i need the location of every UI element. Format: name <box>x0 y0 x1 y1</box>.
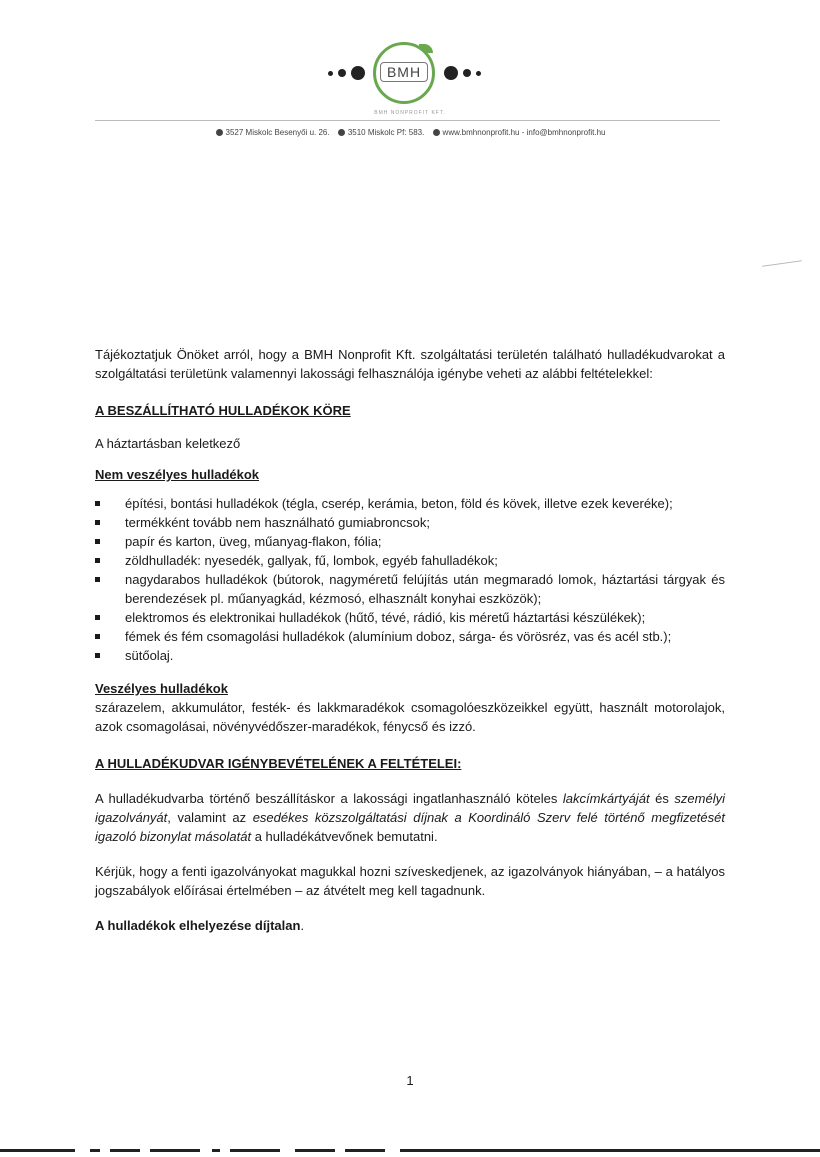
footer-mark <box>0 1149 75 1152</box>
list-item: termékként tovább nem használható gumiabroncsok; <box>95 513 725 532</box>
section-heading-waste-types: A BESZÁLLÍTHATÓ HULLADÉKOK KÖRE <box>95 403 351 418</box>
logo-dot <box>476 71 481 76</box>
contact-separator: - <box>521 128 525 137</box>
household-text: A háztartásban keletkező <box>95 436 241 451</box>
bullet-icon <box>95 520 100 525</box>
request-paragraph: Kérjük, hogy a fenti igazolványokat magukkal hozni szíveskedjenek, az igazolványok hiányában, – a hatályos jogszabályok előírásai értelmében – az átvételt meg kell tagadnunk. <box>95 864 725 898</box>
logo-dot <box>338 69 346 77</box>
list-item: fémek és fém csomagolási hulladékok (alumínium doboz, sárga- és vörösréz, vas és acél stb.); <box>95 627 725 646</box>
logo-dot <box>328 71 333 76</box>
mail-icon <box>338 129 345 136</box>
footer-mark <box>400 1149 820 1152</box>
location-icon <box>216 129 223 136</box>
logo-dot <box>444 66 458 80</box>
bullet-icon <box>95 634 100 639</box>
list-item: zöldhulladék: nyesedék, gallyak, fű, lombok, egyéb fahulladékok; <box>95 551 725 570</box>
conditions-paragraph: A hulladékudvarba történő beszállításkor a lakossági ingatlanhasználó köteles lakcímkártyáját és személyi igazolványát, valamint az esedékes közszolgáltatási díjnak a Koordináló Szerv felé történő megfizetését igazoló bizonylat másolatát a hulladékátvevőnek bemutatni. <box>95 791 725 844</box>
address-card-text: lakcímkártyáját <box>562 791 650 806</box>
list-item: elektromos és elektronikai hulladékok (hűtő, tévé, rádió, kis méretű háztartási készülékek); <box>95 608 725 627</box>
logo-subtitle: BMH NONPROFIT KFT. <box>374 110 446 116</box>
non-hazardous-heading: Nem veszélyes hulladékok <box>95 467 260 482</box>
non-hazardous-list <box>95 494 725 665</box>
intro-paragraph: Tájékoztatjuk Önöket arról, hogy a BMH Nonprofit Kft. szolgáltatási területén található hulladékudvarokat a szolgáltatási területünk valamennyi lakossági felhasználója igénybe veheti az alábbi feltételekkel: <box>95 347 725 381</box>
footer-mark <box>212 1149 220 1152</box>
bullet-icon <box>95 615 100 620</box>
section-heading-conditions: A HULLADÉKUDVAR IGÉNYBEVÉTELÉNEK A FELTÉTELEI: <box>95 756 462 771</box>
free-of-charge-line: A hulladékok elhelyezése díjtalan. <box>95 918 305 933</box>
po-box-text: 3510 Miskolc Pf: 583. <box>347 128 425 137</box>
company-logo <box>320 38 500 118</box>
website-link[interactable]: www.bmhnonprofit.hu <box>442 128 520 137</box>
logo-text: BMH <box>386 64 422 80</box>
list-item: papír és karton, üveg, műanyag-flakon, fólia; <box>95 532 725 551</box>
header-divider <box>95 120 720 121</box>
footer-mark <box>110 1149 140 1152</box>
list-item: sütőolaj. <box>95 646 725 665</box>
hazardous-heading: Veszélyes hulladékok <box>95 681 228 696</box>
bullet-icon <box>95 653 100 658</box>
letterhead <box>0 0 820 150</box>
logo-dot <box>351 66 365 80</box>
pen-mark <box>762 260 802 267</box>
globe-icon <box>433 129 440 136</box>
footer-mark <box>90 1149 100 1152</box>
list-item: nagydarabos hulladékok (bútorok, nagyméretű felújítás után megmaradó lomok, háztartási tárgyak és berendezések pl. műanyagkád, kézmosó, elhasznált konyhai eszközök); <box>95 570 725 608</box>
list-item: építési, bontási hulladékok (tégla, cserép, kerámia, beton, föld és kövek, illetve ezek keveréke); <box>95 494 725 513</box>
contact-line <box>95 128 720 137</box>
bullet-icon <box>95 577 100 582</box>
email-link[interactable]: info@bmhnonprofit.hu <box>526 128 606 137</box>
logo-dot <box>463 69 471 77</box>
address-text: 3527 Miskolc Besenyői u. 26. <box>225 128 330 137</box>
receipt-text: esedékes közszolgáltatási díjnak a Koordináló Szerv felé történő megfizetését igazoló bizonylat másolatát <box>95 810 725 844</box>
bullet-icon <box>95 539 100 544</box>
hazardous-text: szárazelem, akkumulátor, festék- és lakkmaradékok csomagolóeszközeikkel együtt, használt motorolajok, azok csomagolásai, növényvédőszer-maradékok, fénycső és izzó. <box>95 700 725 734</box>
footer-mark <box>345 1149 385 1152</box>
footer-mark <box>230 1149 280 1152</box>
page-number: 1 <box>406 1073 414 1088</box>
bullet-icon <box>95 501 100 506</box>
bullet-icon <box>95 558 100 563</box>
id-card-text: személyi igazolványát <box>95 791 725 825</box>
footer-mark <box>150 1149 200 1152</box>
footer-mark <box>295 1149 335 1152</box>
document-body <box>95 345 725 935</box>
